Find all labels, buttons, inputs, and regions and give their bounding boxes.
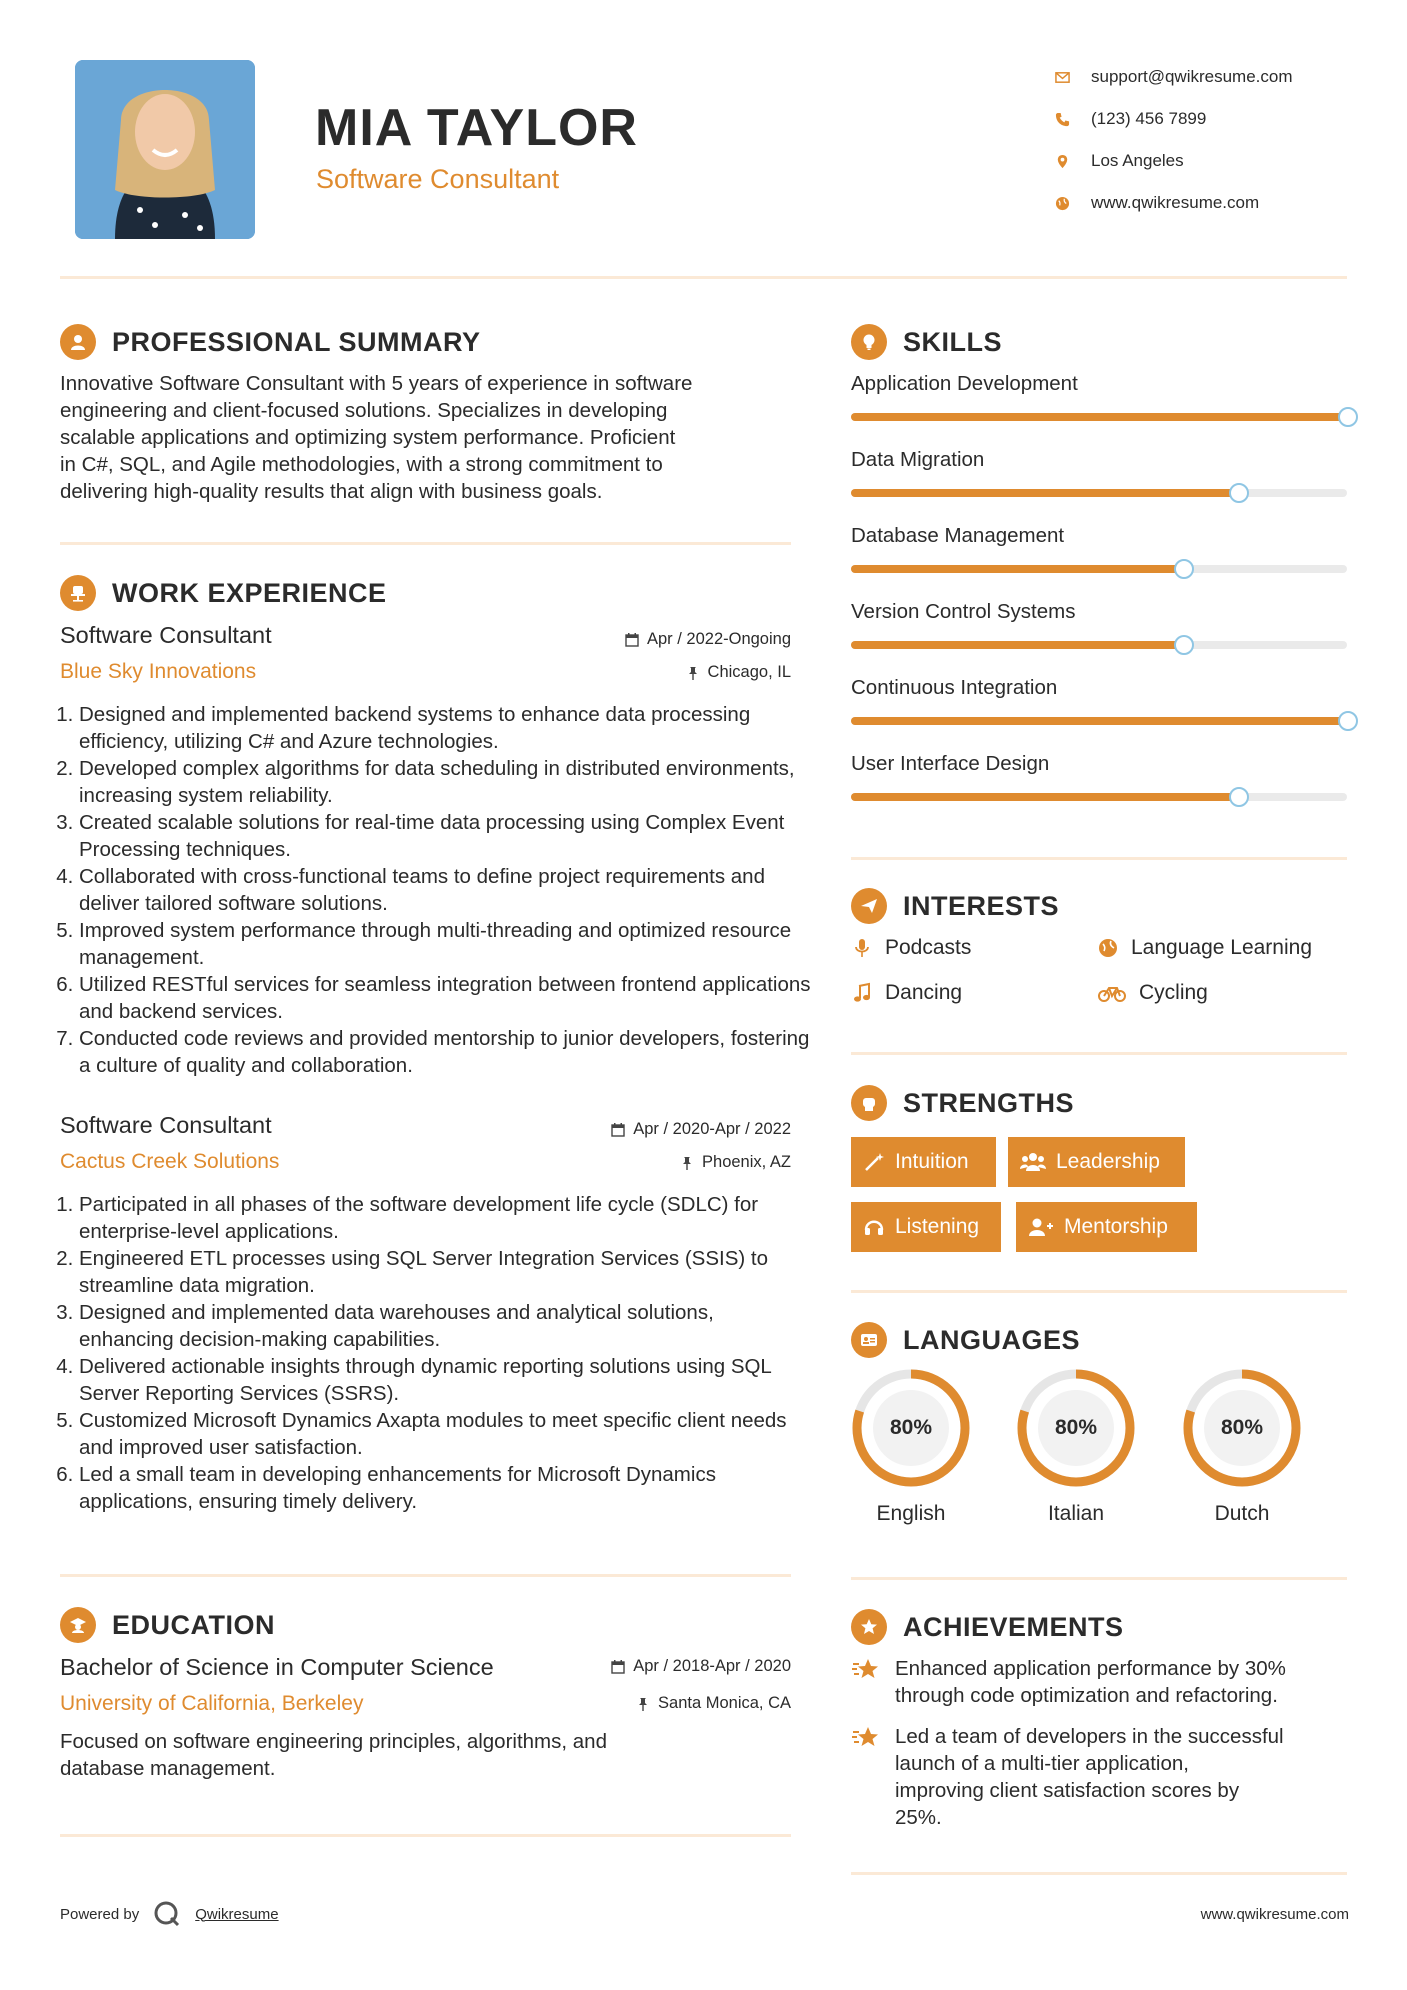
strength-tag (851, 1202, 1001, 1252)
skill-bar (851, 641, 1347, 649)
achievement-line: through code optimization and refactoring. (895, 1684, 1278, 1707)
job-bullet: 3. Designed and implemented data warehouses and analytical solutions, enhancing decision-making capabilities. (79, 1299, 814, 1353)
powered-by-label: Powered by (60, 1905, 140, 1923)
contact-info (1055, 56, 1355, 224)
calendar-icon (625, 633, 639, 647)
bicycle-icon (1097, 982, 1127, 1004)
skill-bar-knob (1338, 407, 1358, 427)
summary-line: in C#, SQL, and Agile methodologies, with a strong commitment to (60, 453, 663, 476)
skill-bar-knob (1229, 483, 1249, 503)
school-name: University of California, Berkeley (60, 1692, 364, 1715)
summary-line: engineering and client-focused solutions. Specializes in developing (60, 399, 668, 422)
brand-link[interactable]: Qwikresume (195, 1905, 279, 1923)
contact-phone[interactable] (1055, 98, 1355, 140)
footer-website[interactable]: www.qwikresume.com (1200, 1906, 1349, 1923)
strength-label: Intuition (895, 1150, 969, 1173)
pushpin-icon (636, 1697, 650, 1711)
skill-bar (851, 489, 1347, 497)
achievement-text (895, 1723, 1284, 1831)
id-card-icon (851, 1322, 887, 1358)
lightbulb-icon (851, 324, 887, 360)
skill-bar-knob (1174, 635, 1194, 655)
pushpin-icon (686, 666, 700, 680)
interests-heading: INTERESTS (903, 890, 1060, 921)
achievements-section-head (851, 1609, 1124, 1645)
language-item (851, 1368, 971, 1526)
job-bullets (60, 1191, 814, 1515)
job-bullet: 5. Customized Microsoft Dynamics Axapta modules to meet specific client needs and improved user satisfaction. (79, 1407, 814, 1461)
job-title: Software Consultant (60, 622, 272, 648)
education-date (491, 1657, 791, 1676)
job-bullet: 3. Created scalable solutions for real-time data processing using Complex Event Processing techniques. (79, 809, 814, 863)
strengths-heading: STRENGTHS (903, 1087, 1075, 1118)
music-note-icon (851, 982, 873, 1004)
summary-line: Innovative Software Consultant with 5 years of experience in software (60, 372, 693, 395)
job-date-text: Apr / 2022-Ongoing (646, 630, 791, 648)
achievement-item (851, 1723, 1351, 1831)
star-badge-icon (851, 1609, 887, 1645)
language-item (1182, 1368, 1302, 1526)
job-location-text: Phoenix, AZ (702, 1153, 791, 1171)
skill-bar (851, 413, 1347, 421)
education-location-text: Santa Monica, CA (658, 1694, 791, 1712)
job-date-text: Apr / 2020-Apr / 2022 (633, 1120, 791, 1138)
summary-line: scalable applications and optimizing system performance. Proficient (60, 426, 676, 449)
skill-bar-fill (851, 489, 1238, 497)
job-bullet: 6. Utilized RESTful services for seamless integration between frontend applications and backend services. (79, 971, 814, 1025)
achievements-heading: ACHIEVEMENTS (903, 1611, 1124, 1642)
summary-divider (60, 542, 791, 545)
job-date (491, 1120, 791, 1139)
experience-heading: WORK EXPERIENCE (112, 577, 387, 608)
language-name: Italian (1047, 1502, 1105, 1525)
skill-bar-fill (851, 641, 1183, 649)
language-percent: 80% (1220, 1416, 1264, 1439)
job-bullet: 7. Conducted code reviews and provided mentorship to junior developers, fostering a culture of quality and collaboration. (79, 1025, 814, 1079)
job-date (491, 630, 791, 649)
interest-label: Cycling (1139, 981, 1208, 1004)
strength-label: Listening (895, 1215, 980, 1238)
education-date-text: Apr / 2018-Apr / 2020 (633, 1657, 791, 1675)
strength-tag (1016, 1202, 1197, 1252)
user-plus-icon (1028, 1216, 1054, 1238)
language-name: Dutch (1214, 1502, 1270, 1525)
language-percent: 80% (1054, 1416, 1098, 1439)
achievements-divider (851, 1872, 1347, 1875)
summary-section-head (60, 324, 481, 360)
footer-powered-by (60, 1900, 279, 1928)
job-location (491, 1153, 791, 1172)
skill-label: Version Control Systems (851, 600, 1076, 623)
achievement-line: Led a team of developers in the successful (895, 1725, 1284, 1748)
job-bullet: 1. Designed and implemented backend systems to enhance data processing efficiency, utilizing C# and Azure technologies. (79, 701, 814, 755)
skill-bar (851, 793, 1347, 801)
contact-phone-text: (123) 456 7899 (1091, 109, 1207, 128)
job-bullet: 1. Participated in all phases of the software development life cycle (SDLC) for enterprise-level applications. (79, 1191, 814, 1245)
experience-divider (60, 1574, 791, 1577)
skill-bar-knob (1174, 559, 1194, 579)
skill-bar-fill (851, 565, 1183, 573)
star-icon (851, 1655, 881, 1685)
education-location (491, 1694, 791, 1713)
user-icon (60, 324, 96, 360)
skill-bar-knob (1338, 711, 1358, 731)
pushpin-icon (680, 1156, 694, 1170)
education-line: database management. (60, 1757, 276, 1780)
achievement-line: Enhanced application performance by 30% (895, 1657, 1286, 1680)
job-title: Software Consultant (60, 1112, 272, 1138)
skills-divider (851, 857, 1347, 860)
summary-line: delivering high-quality results that align with business goals. (60, 480, 603, 503)
envelope-icon (1055, 67, 1091, 87)
skill-label: Application Development (851, 372, 1078, 395)
language-item (1016, 1368, 1136, 1526)
phone-icon (1055, 109, 1091, 129)
profile-photo (75, 60, 255, 239)
star-icon (851, 1723, 881, 1753)
language-percent: 80% (889, 1416, 933, 1439)
strengths-section-head (851, 1085, 1074, 1121)
job-bullet: 2. Developed complex algorithms for data scheduling in distributed environments, increasing system reliability. (79, 755, 814, 809)
globe-icon (1097, 937, 1119, 959)
skill-bar-fill (851, 413, 1347, 421)
interest-label: Language Learning (1131, 936, 1313, 959)
achievement-line: improving client satisfaction scores by (895, 1779, 1240, 1802)
job-bullet: 2. Engineered ETL processes using SQL Server Integration Services (SSIS) to streamline data migration. (79, 1245, 814, 1299)
summary-text (60, 370, 800, 505)
skills-heading: SKILLS (903, 326, 1003, 357)
fist-icon (851, 1085, 887, 1121)
skill-label: User Interface Design (851, 752, 1050, 775)
map-pin-icon (1055, 151, 1091, 171)
experience-section-head (60, 575, 387, 611)
interest-item (1097, 936, 1312, 960)
contact-email-text: support@qwikresume.com (1091, 67, 1293, 86)
language-name: English (876, 1502, 946, 1525)
skill-bar (851, 717, 1347, 725)
qwikresume-logo-icon (153, 1900, 181, 1928)
strength-tag (1008, 1137, 1185, 1187)
education-heading: EDUCATION (112, 1609, 275, 1640)
languages-divider (851, 1577, 1347, 1580)
skill-bar-fill (851, 717, 1347, 725)
interest-label: Dancing (885, 981, 963, 1004)
job-bullet: 4. Collaborated with cross-functional teams to define project requirements and deliver tailored software solutions. (79, 863, 814, 917)
languages-heading: LANGUAGES (903, 1324, 1081, 1355)
strengths-divider (851, 1290, 1347, 1293)
graduate-icon (60, 1607, 96, 1643)
interest-item (1097, 981, 1208, 1005)
interests-divider (851, 1052, 1347, 1055)
languages-section-head (851, 1322, 1080, 1358)
magic-wand-icon (863, 1151, 885, 1173)
headphones-icon (863, 1216, 885, 1238)
job-location (491, 663, 791, 682)
strength-label: Leadership (1056, 1150, 1160, 1173)
candidate-title: Software Consultant (316, 164, 560, 194)
skill-bar (851, 565, 1347, 573)
degree-title: Bachelor of Science in Computer Science (60, 1654, 494, 1680)
contact-website[interactable] (1055, 182, 1355, 224)
candidate-name: MIA TAYLOR (315, 99, 638, 157)
contact-location (1055, 140, 1355, 182)
interests-section-head (851, 888, 1059, 924)
education-line: Focused on software engineering principles, algorithms, and (60, 1730, 607, 1753)
job-company: Cactus Creek Solutions (60, 1150, 280, 1173)
skill-bar-knob (1229, 787, 1249, 807)
summary-heading: PROFESSIONAL SUMMARY (112, 326, 481, 357)
strength-tag (851, 1137, 996, 1187)
education-description (60, 1728, 795, 1782)
contact-location-text: Los Angeles (1091, 151, 1184, 170)
job-company: Blue Sky Innovations (60, 660, 257, 683)
skill-label: Continuous Integration (851, 676, 1058, 699)
interest-label: Podcasts (885, 936, 972, 959)
education-section-head (60, 1607, 275, 1643)
chair-icon (60, 575, 96, 611)
skill-label: Data Migration (851, 448, 985, 471)
contact-website-text: www.qwikresume.com (1091, 193, 1260, 212)
contact-email[interactable] (1055, 56, 1355, 98)
achievement-line: 25%. (895, 1806, 942, 1829)
job-bullets (60, 701, 814, 1079)
achievement-text (895, 1655, 1286, 1709)
microphone-icon (851, 937, 873, 959)
interest-item (851, 936, 971, 960)
job-bullet: 6. Led a small team in developing enhancements for Microsoft Dynamics applications, ensuring timely delivery. (79, 1461, 814, 1515)
skill-bar-fill (851, 793, 1238, 801)
education-divider (60, 1834, 791, 1837)
skills-section-head (851, 324, 1002, 360)
job-bullet: 4. Delivered actionable insights through dynamic reporting solutions using SQL Server Reporting Services (SSRS). (79, 1353, 814, 1407)
achievement-line: launch of a multi-tier application, (895, 1752, 1189, 1775)
paper-plane-icon (851, 888, 887, 924)
job-location-text: Chicago, IL (707, 663, 791, 681)
globe-icon (1055, 193, 1091, 213)
interest-item (851, 981, 962, 1005)
job-bullet: 5. Improved system performance through multi-threading and optimized resource management. (79, 917, 814, 971)
users-icon (1020, 1151, 1046, 1173)
calendar-icon (611, 1123, 625, 1137)
skill-label: Database Management (851, 524, 1065, 547)
achievement-item (851, 1655, 1351, 1709)
calendar-icon (611, 1660, 625, 1674)
strength-label: Mentorship (1064, 1215, 1168, 1238)
header-divider (60, 276, 1347, 279)
